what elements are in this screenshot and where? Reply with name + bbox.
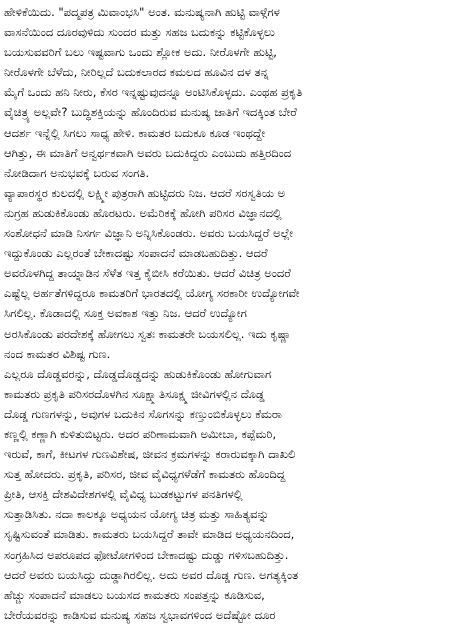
text-line: ಕಾಮತರು ಪ್ರಕೃತಿ ಪರಿಸರದೊಳಗಿನ ಸೂಕ್ಷ್ಮಾತಿಸೂಕ್ಷ್ಮ ಜೀವಿಗಳಲ್ಲಿನ ದೊಡ್ಡ	[4, 386, 265, 401]
text-line: ಇದ್ದುಕೊಂಡು ಎಲ್ಲರಂತೆ ಬೇಕಾದಷ್ಟು ಸಂಪಾದನೆ ಮಾಡಬಹುದಿತ್ತು. ಆದರೆ	[4, 246, 268, 261]
text-line: ಅರಸಿಕೊಂಡು ಪರದೇಶಕ್ಕೆ ಹೋಗಲು ಸ್ವತಃ ಕಾಮತರೇ ಬಯಸಲಿಲ್ಲ. ಇದು ಕೃಷ್ಣಾ	[4, 326, 292, 341]
paragraph-1	[4, 2, 451, 183]
text-line: ಸಂಶೋಧನೆ ಮಾಡಿ ನಿಸರ್ಗ ವಿಜ್ಞಾನಿ ಅನ್ನಿಸಿಕೊಂಡರು. ಅವರು ಬಯಸಿದ್ದರೆ ಅಲ್ಲೇ	[4, 226, 294, 241]
paragraph-3	[4, 364, 451, 625]
text-line: ಅವರೊಳಗಿದ್ದ ತಾಯ್ನಾಡಿನ ಸೆಳೆತ ಇತ್ತ ಕೈಬೀಸಿ ಕರೆಯಿತು. ಆದರೆ ವಿಚಿತ್ರ ಅಂದರೆ	[4, 266, 291, 281]
text-line: ಆದರ್ಶ ಇನ್ನೆಲ್ಲಿ ಸಿಗಲು ಸಾಧ್ಯ ಹೇಳಿ. ಕಾಮತರ ಬದುಕೂ ಕೂಡ ಇಂಥದ್ದೇ	[4, 125, 266, 140]
text-line: ನೋಡಿದಾಗ ಅನುಭವಕ್ಕೆ ಬರುವ ಸಂಗತಿ.	[4, 165, 150, 180]
text-line: ಮೈಗೆ ಒಂದು ಹನಿ ನೀರು, ಕೆಸರ ಇನ್ನಷ್ಟುವುದನ್ನೂ ಅಂಟಿಸಿಕೊಳ್ಳದು. ಎಂಥಹ ಪ್ರಕೃತಿ	[4, 85, 303, 100]
text-line: ನೀರೊಳಗೇ ಬೆಳೆದು, ನೀರಿಲ್ಲದೆ ಬದುಕಲಾರದ ಕಮಲದ ಹೂವಿನ ದಳ ತನ್ನ	[4, 65, 269, 80]
text-line: ಬಯಸುವವರಿಗೆ ಬಲು ಇಷ್ಟವಾಗು ಒಂದು ಶ್ಲೋಕ ಅದು. ನೀರೊಳಗೇ ಹುಟ್ಟಿ,	[4, 45, 277, 60]
text-line: ಸುತ್ತ ಹೋದರು. ಪ್ರಕೃತಿ, ಪರಿಸರ, ಜೀವ ವೈವಿಧ್ಯಗಳೆಡೆಗೆ ಕಾಮತರು ಹೊಂದಿದ್ದ	[4, 467, 286, 482]
text-line: ನುಗ್ರಹ ಹುಡುಕಿಕೊಂಡು ಹೊರಟರು. ಅಮೆರಿಕಕ್ಕೆ ಹೋಗಿ ಪರಿಸರ ವಿಜ್ಞಾನದಲ್ಲಿ	[4, 205, 282, 220]
text-line: ಹೇಳಿಕೆಯಿದು. "ಪದ್ಮಪತ್ರ ಮಿವಾಂಭಸಿ" ಅಂತ. ಮನುಷ್ಯನಾಗಿ ಹುಟ್ಟಿ ವಾಳ್ಗೆಗಳ	[4, 5, 280, 19]
text-line: ವ್ಯಾಪಾರಸ್ಥರ ಕುಲದಲ್ಲಿ ಲಕ್ಷ್ಮೀ ಪುತ್ರರಾಗಿ ಹುಟ್ಟಿದರು ನಿಜ. ಆದರೆ ಸರಸ್ವತಿಯ ಅ	[4, 185, 286, 200]
text-line: ಪ್ರೀತಿ, ಆಸಕ್ತಿ ದೇಶವಿದೇಶಗಳಲ್ಲಿ ವೈವಿಧ್ಯ ಬುಡಕಟ್ಟುಗಳ ಪನತಿಗಳಲ್ಲಿ	[4, 487, 243, 502]
text-line: ಕಣ್ಣಲ್ಲಿ ಕಣ್ಣಾಗಿ ಕುಳಿತುಬಿಟ್ಟರು. ಅದರ ಪರಿಣಾಮವಾಗಿ ಅಮೀಬಾ, ಕಪ್ಪೆಮರಿ,	[4, 426, 277, 441]
text-line: ದೊಡ್ಡ ಗುಣಗಳನ್ನು, ಅವುಗಳ ಬದುಕಿನ ಸೊಗಸನ್ನು ಕಣ್ತುಂಬಿಕೊಳ್ಳಲು ಕೆಮರಾ	[4, 406, 282, 421]
text-line: ನಂದ ಕಾಮತರ ವಿಶಿಷ್ಟ ಗುಣ.	[4, 346, 111, 361]
text-line: ಎಷ್ಟೆಲ್ಲ ಅರ್ಹತೆಗಳಿದ್ದರೂ ಕಾಮತರಿಗೆ ಭಾರತದಲ್ಲಿ ಯೋಗ್ಯ ಸರಕಾರೀ ಉದ್ಯೋಗವೇ	[4, 286, 300, 301]
text-line: ಸಂಗ್ರಹಿಸಿದ ಅಪರೂಪದ ಫೋಟೋಗಳಿಂದ ಬೇಕಾದಷ್ಟು ದುಡ್ಡು ಗಳಿಸಬಹುದಿತ್ತು.	[4, 547, 289, 562]
text-line: ಬೇರೆಯವರನ್ನು ಕಾಡಿಸುವ ಮನುಷ್ಯ ಸಹಜ ಸ್ವಭಾವಗಳಿಂದ ಅದೆಷ್ಟೋ ದೂರ	[4, 607, 276, 622]
text-line: ಸೃಷ್ಟಿಸುವಂತೆ ಮಾಡಿತು. ಕಾಮತರು ಬಯಸಿದ್ದರೆ ತಾವೇ ಮಾಡಿದ ಅಧ್ಯಯನದಿಂದ,	[4, 527, 295, 542]
text-line: ವೈಚಿತ್ರ್ಯ ಅಲ್ಲವೇ? ಬುದ್ಧಿಶಕ್ತಿಯನ್ನು ಹೊಂದಿರುವ ಮನುಷ್ಯ ಜಾತಿಗೆ ಇದಕ್ಕಿಂತ ಬೇರೆ	[4, 105, 297, 120]
text-line: ಸಿಗಲಿಲ್ಲ. ಕೊಡಾದಲ್ಲಿ ಸೂಕ್ತ ಅವಕಾಶ ಇತ್ತು ನಿಜ. ಆದರೆ ಉದ್ಯೋಗ	[4, 306, 247, 321]
text-line: ಸುತ್ತಾಡಿಸಿತು. ನದಾ ಕಾಲಕ್ಕೂ ಅಧ್ಯಯನ ಯೋಗ್ಯ ಚಿತ್ರ ಮತ್ತು ಸಾಹಿತ್ಯವನ್ನು	[4, 507, 270, 522]
paragraph-2	[4, 183, 451, 364]
text-line: ವಾಸನೆಯಿಂದ ದೂರವುಳಿದು ಸುಂದರ ಮತ್ತು ಸಹಜ ಬದುಕನ್ನು ಕಟ್ಟಿಕೊಳ್ಳಲು	[4, 25, 275, 40]
text-line: ಎಲ್ಲರೂ ದೊಡ್ಡವರನ್ನು, ದೊಡ್ಡದೊಡ್ಡದನ್ನು ಹುಡುಕಿಕೊಂಡು ಹೋಗುವಾಗ	[4, 366, 272, 381]
text-line: ಆಗಿತ್ತು, ಈ ಮಾತಿಗೆ ಅನ್ವರ್ಥಕವಾಗಿ ಅವರು ಬದುಕಿದ್ದರು ಎಂಬುದು ಹತ್ತಿರದಿಂದ	[4, 145, 292, 160]
text-line: ಆದರೆ ಅವರು ಬಯಸಿದ್ದು ದುಡ್ಡಾಗಿರಲಿಲ್ಲ. ಅದು ಅವರ ದೊಡ್ಡ ಗುಣ. ಅಗತ್ಯಕ್ಕಿಂತ	[4, 567, 299, 582]
text-line: ಹೆಚ್ಚು ಸಂಪಾದನೆ ಮಾಡಲು ಬಯಸದ ಕಾಮತರು ಸಂಪತ್ತನ್ನು ಕೂಡಿಸುವ,	[4, 587, 265, 602]
text-line: ಇರುವೆ, ಕಾಗೆ, ಕೀಟಗಳ ಗುಣವಿಶೇಷ, ಜೀವನ ಕ್ರಮಗಳನ್ನು ಕರಾರುವಕ್ಕಾಗಿ ದಾಖಲಿ	[4, 447, 296, 462]
